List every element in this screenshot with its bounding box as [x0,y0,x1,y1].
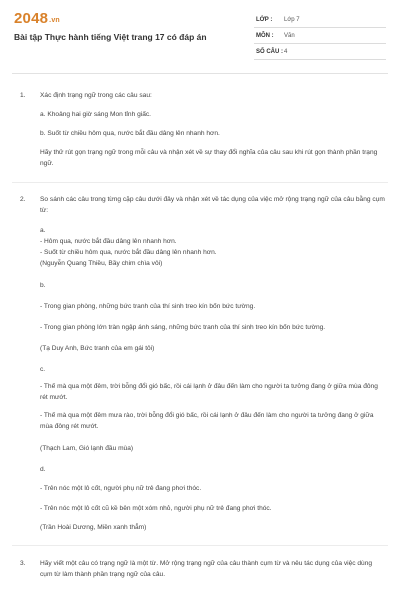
question-line: a. Khoảng hai giờ sáng Mon tỉnh giấc. [40,111,151,118]
question-line: - Thế mà qua một đêm mưa rào, trời bỗng đổi gió bấc, rồi cái lạnh ở đâu đến làm cho người ta tưởng đang ở giữa mùa đông rét mướt. [40,412,374,430]
meta-table [254,12,386,60]
meta-key: MÔN : [256,33,274,39]
question-line: Hãy thử rút gọn trạng ngữ trong mỗi câu và nhận xét về sự thay đổi nghĩa của câu sau khi rút gọn thành phần trạng ngữ. [40,149,378,167]
question-line: - Hôm qua, nước bắt đầu dâng lên nhanh hơn. [40,238,177,245]
question-number: 2. [20,196,26,203]
page-title: Bài tập Thực hành tiếng Việt trang 17 có đáp án [14,32,207,42]
question-number: 1. [20,92,26,99]
question-line: - Suốt từ chiều hôm qua, nước bắt đầu dâng lên nhanh hơn. [40,249,217,256]
site-logo[interactable] [14,10,60,27]
question-line: - Trên nóc một lô cốt, người phụ nữ trẻ đang phơi thóc. [40,485,202,492]
question-separator [12,545,388,546]
question-line: (Thạch Lam, Gió lạnh đầu mùa) [40,445,134,452]
logo-suffix: .vn [49,17,60,24]
meta-row-count [254,44,386,60]
header-divider [12,73,388,74]
question-line: b. [40,282,46,289]
question-line: (Trần Hoài Dương, Miền xanh thẳm) [40,524,147,531]
meta-row-class [254,12,386,28]
question-line: - Trong gian phòng, những bức tranh của thí sinh treo kín bốn bức tường. [40,303,256,310]
question-line: b. Suốt từ chiều hôm qua, nước bắt đầu dâng lên nhanh hơn. [40,130,220,137]
question-line: - Trên nóc một lô cốt cũ kề bên một xóm nhỏ, người phụ nữ trẻ đang phơi thóc. [40,505,272,512]
question-number: 3. [20,560,26,567]
question-line: a. [40,227,46,234]
question-line: - Trong gian phòng lớn tràn ngập ánh sáng, những bức tranh của thí sinh treo kín bốn bức tường. [40,324,326,331]
question-separator [12,182,388,183]
question-line: - Thế mà qua một đêm, trời bỗng đổi gió bấc, rồi cái lạnh ở đâu đến làm cho người ta tưởng đang ở giữa mùa đông rét mướt. [40,383,378,401]
meta-key: LỚP : [256,17,273,23]
question-line: d. [40,466,46,473]
logo-main: 2048 [14,10,49,27]
meta-value: Văn [284,33,295,39]
question-line: c. [40,366,46,373]
meta-value: 4 [284,49,288,55]
meta-row-subject [254,28,386,44]
question-text: Hãy viết một câu có trạng ngữ là một từ. Mở rộng trạng ngữ của câu thành cụm từ và nêu tác dụng của việc dùng cụm từ làm thành phần trạng ngữ của câu. [40,560,373,578]
document-header [0,0,400,70]
question-line: (Nguyễn Quang Thiều, Bầy chim chìa vôi) [40,260,163,267]
question-text: Xác định trạng ngữ trong các câu sau: [40,92,152,99]
meta-key: SỐ CÂU : [256,49,283,55]
question-line: (Tạ Duy Anh, Bức tranh của em gái tôi) [40,345,155,352]
question-text: So sánh các câu trong từng cặp câu dưới đây và nhận xét về tác dụng của việc mở rộng trạng ngữ của câu bằng cụm từ: [40,196,385,214]
meta-value: Lớp 7 [284,17,300,23]
